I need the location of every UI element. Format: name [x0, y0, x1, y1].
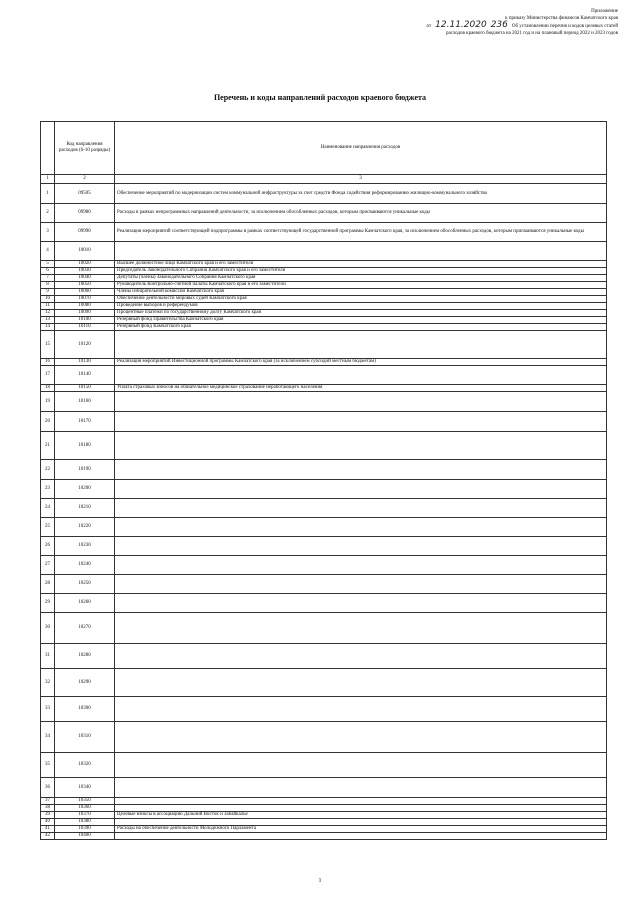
table-row	[41, 518, 607, 537]
expense-code: 10300	[55, 697, 115, 722]
table-row	[41, 268, 607, 275]
row-index: 29	[41, 594, 55, 613]
row-index: 23	[41, 480, 55, 499]
expense-name	[115, 669, 607, 697]
row-index: 17	[41, 366, 55, 385]
table-row	[41, 204, 607, 223]
row-index: 25	[41, 518, 55, 537]
expense-name	[115, 392, 607, 412]
expense-code: 10380	[55, 819, 115, 826]
row-index: 42	[41, 833, 55, 840]
expense-name	[115, 537, 607, 556]
expense-code: 10230	[55, 537, 115, 556]
expense-name	[115, 556, 607, 575]
row-index: 26	[41, 537, 55, 556]
row-index: 32	[41, 669, 55, 697]
handwritten-date: 12.11.2020	[435, 20, 487, 30]
expense-name: Резервный фонд Камчатского края	[115, 324, 607, 331]
expense-name: Уплата страховых взносов на обязательное медицинское страхование неработающего населения	[115, 385, 607, 392]
row-index: 38	[41, 805, 55, 812]
expense-name	[115, 432, 607, 460]
table-row	[41, 722, 607, 753]
expense-code: 10130	[55, 359, 115, 366]
date-prefix: от	[426, 24, 432, 29]
expense-code: 10280	[55, 644, 115, 669]
expense-name	[115, 697, 607, 722]
appendix-line-1: Приложение	[591, 9, 618, 14]
row-index: 37	[41, 798, 55, 805]
expense-code: 10320	[55, 753, 115, 778]
row-index: 18	[41, 385, 55, 392]
expense-name	[115, 518, 607, 537]
expense-code: 10150	[55, 385, 115, 392]
expense-code: 10260	[55, 594, 115, 613]
column-number: 3	[115, 175, 607, 184]
table-row	[41, 697, 607, 722]
expense-name	[115, 613, 607, 644]
expense-name	[115, 594, 607, 613]
table-row	[41, 594, 607, 613]
table-row	[41, 317, 607, 324]
table-body	[41, 175, 607, 840]
expense-code: 09990	[55, 223, 115, 242]
expense-name: Реализация мероприятий соответствующей подпрограммы в рамках соответствующей государственной программы Камчатского края, за исключением обособленных расходов, которым присваиваются уникальные коды	[115, 223, 607, 242]
expense-code: 10070	[55, 296, 115, 303]
row-index: 40	[41, 819, 55, 826]
expense-name: Реализация мероприятий Инвестиционной программы Камчатского края (за исключением субсидий местным бюджетам)	[115, 359, 607, 366]
row-index: 34	[41, 722, 55, 753]
row-index: 16	[41, 359, 55, 366]
expense-code: 10210	[55, 499, 115, 518]
expense-code: 09505	[55, 184, 115, 204]
table-row	[41, 275, 607, 282]
table-row	[41, 261, 607, 268]
expense-name: Председатель Законодательного Собрания Камчатского края и его заместители	[115, 268, 607, 275]
expense-code: 10010	[55, 242, 115, 261]
expense-name: Расходы на обеспечение деятельности Молодежного Парламента	[115, 826, 607, 833]
row-index: 28	[41, 575, 55, 594]
expense-code: 10220	[55, 518, 115, 537]
row-index: 24	[41, 499, 55, 518]
row-index: 36	[41, 778, 55, 798]
expense-name: Проведение выборов и референдумов	[115, 303, 607, 310]
table-row	[41, 819, 607, 826]
table-row	[41, 644, 607, 669]
table-row	[41, 184, 607, 204]
row-index: 3	[41, 223, 55, 242]
expense-code: 10090	[55, 310, 115, 317]
table-row	[41, 289, 607, 296]
table-row	[41, 359, 607, 366]
row-index: 21	[41, 432, 55, 460]
appendix-line-4: расходов краевого бюджета на 2021 год и на плановый период 2022 и 2023 годов	[445, 31, 618, 36]
expense-name	[115, 331, 607, 359]
column-number: 2	[55, 175, 115, 184]
expense-name: Обеспечение мероприятий по модернизации систем коммунальной инфраструктуры за счет средств Фонда содействия реформированию жилищно-коммунального хозяйства	[115, 184, 607, 204]
row-index: 9	[41, 289, 55, 296]
expense-code: 10240	[55, 556, 115, 575]
expense-name: Целевые взносы в ассоциацию Дальний Восток и Забайкалье	[115, 812, 607, 819]
expense-code: 10180	[55, 432, 115, 460]
table-row	[41, 331, 607, 359]
appendix-line-2: к приказу Министерства финансов Камчатского края	[505, 16, 618, 21]
row-index: 27	[41, 556, 55, 575]
expense-code: 10060	[55, 289, 115, 296]
row-index: 13	[41, 317, 55, 324]
row-index: 31	[41, 644, 55, 669]
table-row	[41, 753, 607, 778]
appendix-block	[318, 8, 618, 37]
table-row	[41, 798, 607, 805]
row-index: 41	[41, 826, 55, 833]
appendix-date-line	[318, 22, 618, 30]
expense-code: 10160	[55, 392, 115, 412]
row-index: 19	[41, 392, 55, 412]
expense-name	[115, 798, 607, 805]
expense-name	[115, 480, 607, 499]
expense-name	[115, 753, 607, 778]
expense-name	[115, 805, 607, 812]
expense-name	[115, 412, 607, 432]
row-index: 22	[41, 460, 55, 480]
table-row	[41, 812, 607, 819]
table-row	[41, 412, 607, 432]
row-index: 6	[41, 268, 55, 275]
row-index: 33	[41, 697, 55, 722]
expense-name	[115, 819, 607, 826]
row-index: 2	[41, 204, 55, 223]
expense-name: Руководитель Контрольно-счетной палаты Камчатского края и его заместители	[115, 282, 607, 289]
expense-name	[115, 242, 607, 261]
expense-name: Расходы в рамках непрограммных направлений деятельности, за исключением обособленных расходов, которым присваиваются уникальные коды	[115, 204, 607, 223]
expense-code: 10200	[55, 480, 115, 499]
row-index: 7	[41, 275, 55, 282]
expense-name	[115, 575, 607, 594]
row-index: 5	[41, 261, 55, 268]
table-row	[41, 242, 607, 261]
expense-name	[115, 366, 607, 385]
table-row	[41, 366, 607, 385]
row-index: 4	[41, 242, 55, 261]
row-index: 39	[41, 812, 55, 819]
row-index: 14	[41, 324, 55, 331]
row-index: 10	[41, 296, 55, 303]
table-row	[41, 385, 607, 392]
expense-name	[115, 778, 607, 798]
expense-code: 10400	[55, 833, 115, 840]
expense-name	[115, 833, 607, 840]
table-row	[41, 310, 607, 317]
row-index: 35	[41, 753, 55, 778]
expense-code: 10390	[55, 826, 115, 833]
table-row	[41, 805, 607, 812]
row-index: 20	[41, 412, 55, 432]
expense-name	[115, 644, 607, 669]
header-index	[41, 122, 55, 175]
appendix-line-3: Об установлении перечня и кодов целевых статей	[511, 24, 618, 29]
expense-code: 10110	[55, 324, 115, 331]
expense-name	[115, 499, 607, 518]
expense-name: Члены избирательной комиссии Камчатского края	[115, 289, 607, 296]
table-row	[41, 223, 607, 242]
table-row	[41, 833, 607, 840]
expense-name	[115, 722, 607, 753]
table-header-row	[41, 122, 607, 175]
table-row	[41, 613, 607, 644]
table-row	[41, 826, 607, 833]
header-name: Наименование направления расходов	[115, 122, 607, 175]
expense-code: 10040	[55, 275, 115, 282]
expense-code: 10080	[55, 303, 115, 310]
expense-code: 10020	[55, 261, 115, 268]
expense-code: 10190	[55, 460, 115, 480]
expense-codes-table	[40, 121, 607, 840]
expense-code: 09980	[55, 204, 115, 223]
row-index: 30	[41, 613, 55, 644]
expense-code: 10030	[55, 268, 115, 275]
table-row	[41, 556, 607, 575]
expense-code: 10290	[55, 669, 115, 697]
expense-name: Процентные платежи по государственному долгу Камчатского края	[115, 310, 607, 317]
table-row	[41, 303, 607, 310]
column-number: 1	[41, 175, 55, 184]
table-row	[41, 778, 607, 798]
table-row	[41, 282, 607, 289]
table-row	[41, 296, 607, 303]
table-row	[41, 324, 607, 331]
handwritten-number: 236	[490, 20, 508, 30]
expense-name: Высшее должностное лицо Камчатского края и его заместители	[115, 261, 607, 268]
expense-code: 10050	[55, 282, 115, 289]
page-number: 1	[318, 878, 322, 884]
table-row	[41, 392, 607, 412]
expense-name: Обеспечение деятельности мировых судей Камчатского края	[115, 296, 607, 303]
expense-name: Депутаты (члены) Законодательного Собрания Камчатского края	[115, 275, 607, 282]
expense-code: 10340	[55, 778, 115, 798]
table-row	[41, 669, 607, 697]
expense-code: 10270	[55, 613, 115, 644]
row-index: 15	[41, 331, 55, 359]
table-row	[41, 460, 607, 480]
table-row	[41, 432, 607, 460]
expense-code: 10350	[55, 798, 115, 805]
document-title: Перечень и коды направлений расходов краевого бюджета	[213, 93, 427, 102]
table-row	[41, 480, 607, 499]
table-row	[41, 499, 607, 518]
table-row	[41, 537, 607, 556]
expense-code: 10100	[55, 317, 115, 324]
row-index: 12	[41, 310, 55, 317]
row-index: 11	[41, 303, 55, 310]
expense-code: 10370	[55, 812, 115, 819]
column-number-row	[41, 175, 607, 184]
expense-code: 10120	[55, 331, 115, 359]
expense-code: 10140	[55, 366, 115, 385]
row-index: 1	[41, 184, 55, 204]
header-code: Код направления расходов (6-10 разряды)	[55, 122, 115, 175]
expense-code: 10360	[55, 805, 115, 812]
expense-name	[115, 460, 607, 480]
expense-code: 10310	[55, 722, 115, 753]
expense-code: 10170	[55, 412, 115, 432]
row-index: 8	[41, 282, 55, 289]
expense-name: Резервный фонд Правительства Камчатского края	[115, 317, 607, 324]
table-row	[41, 575, 607, 594]
expense-code: 10250	[55, 575, 115, 594]
